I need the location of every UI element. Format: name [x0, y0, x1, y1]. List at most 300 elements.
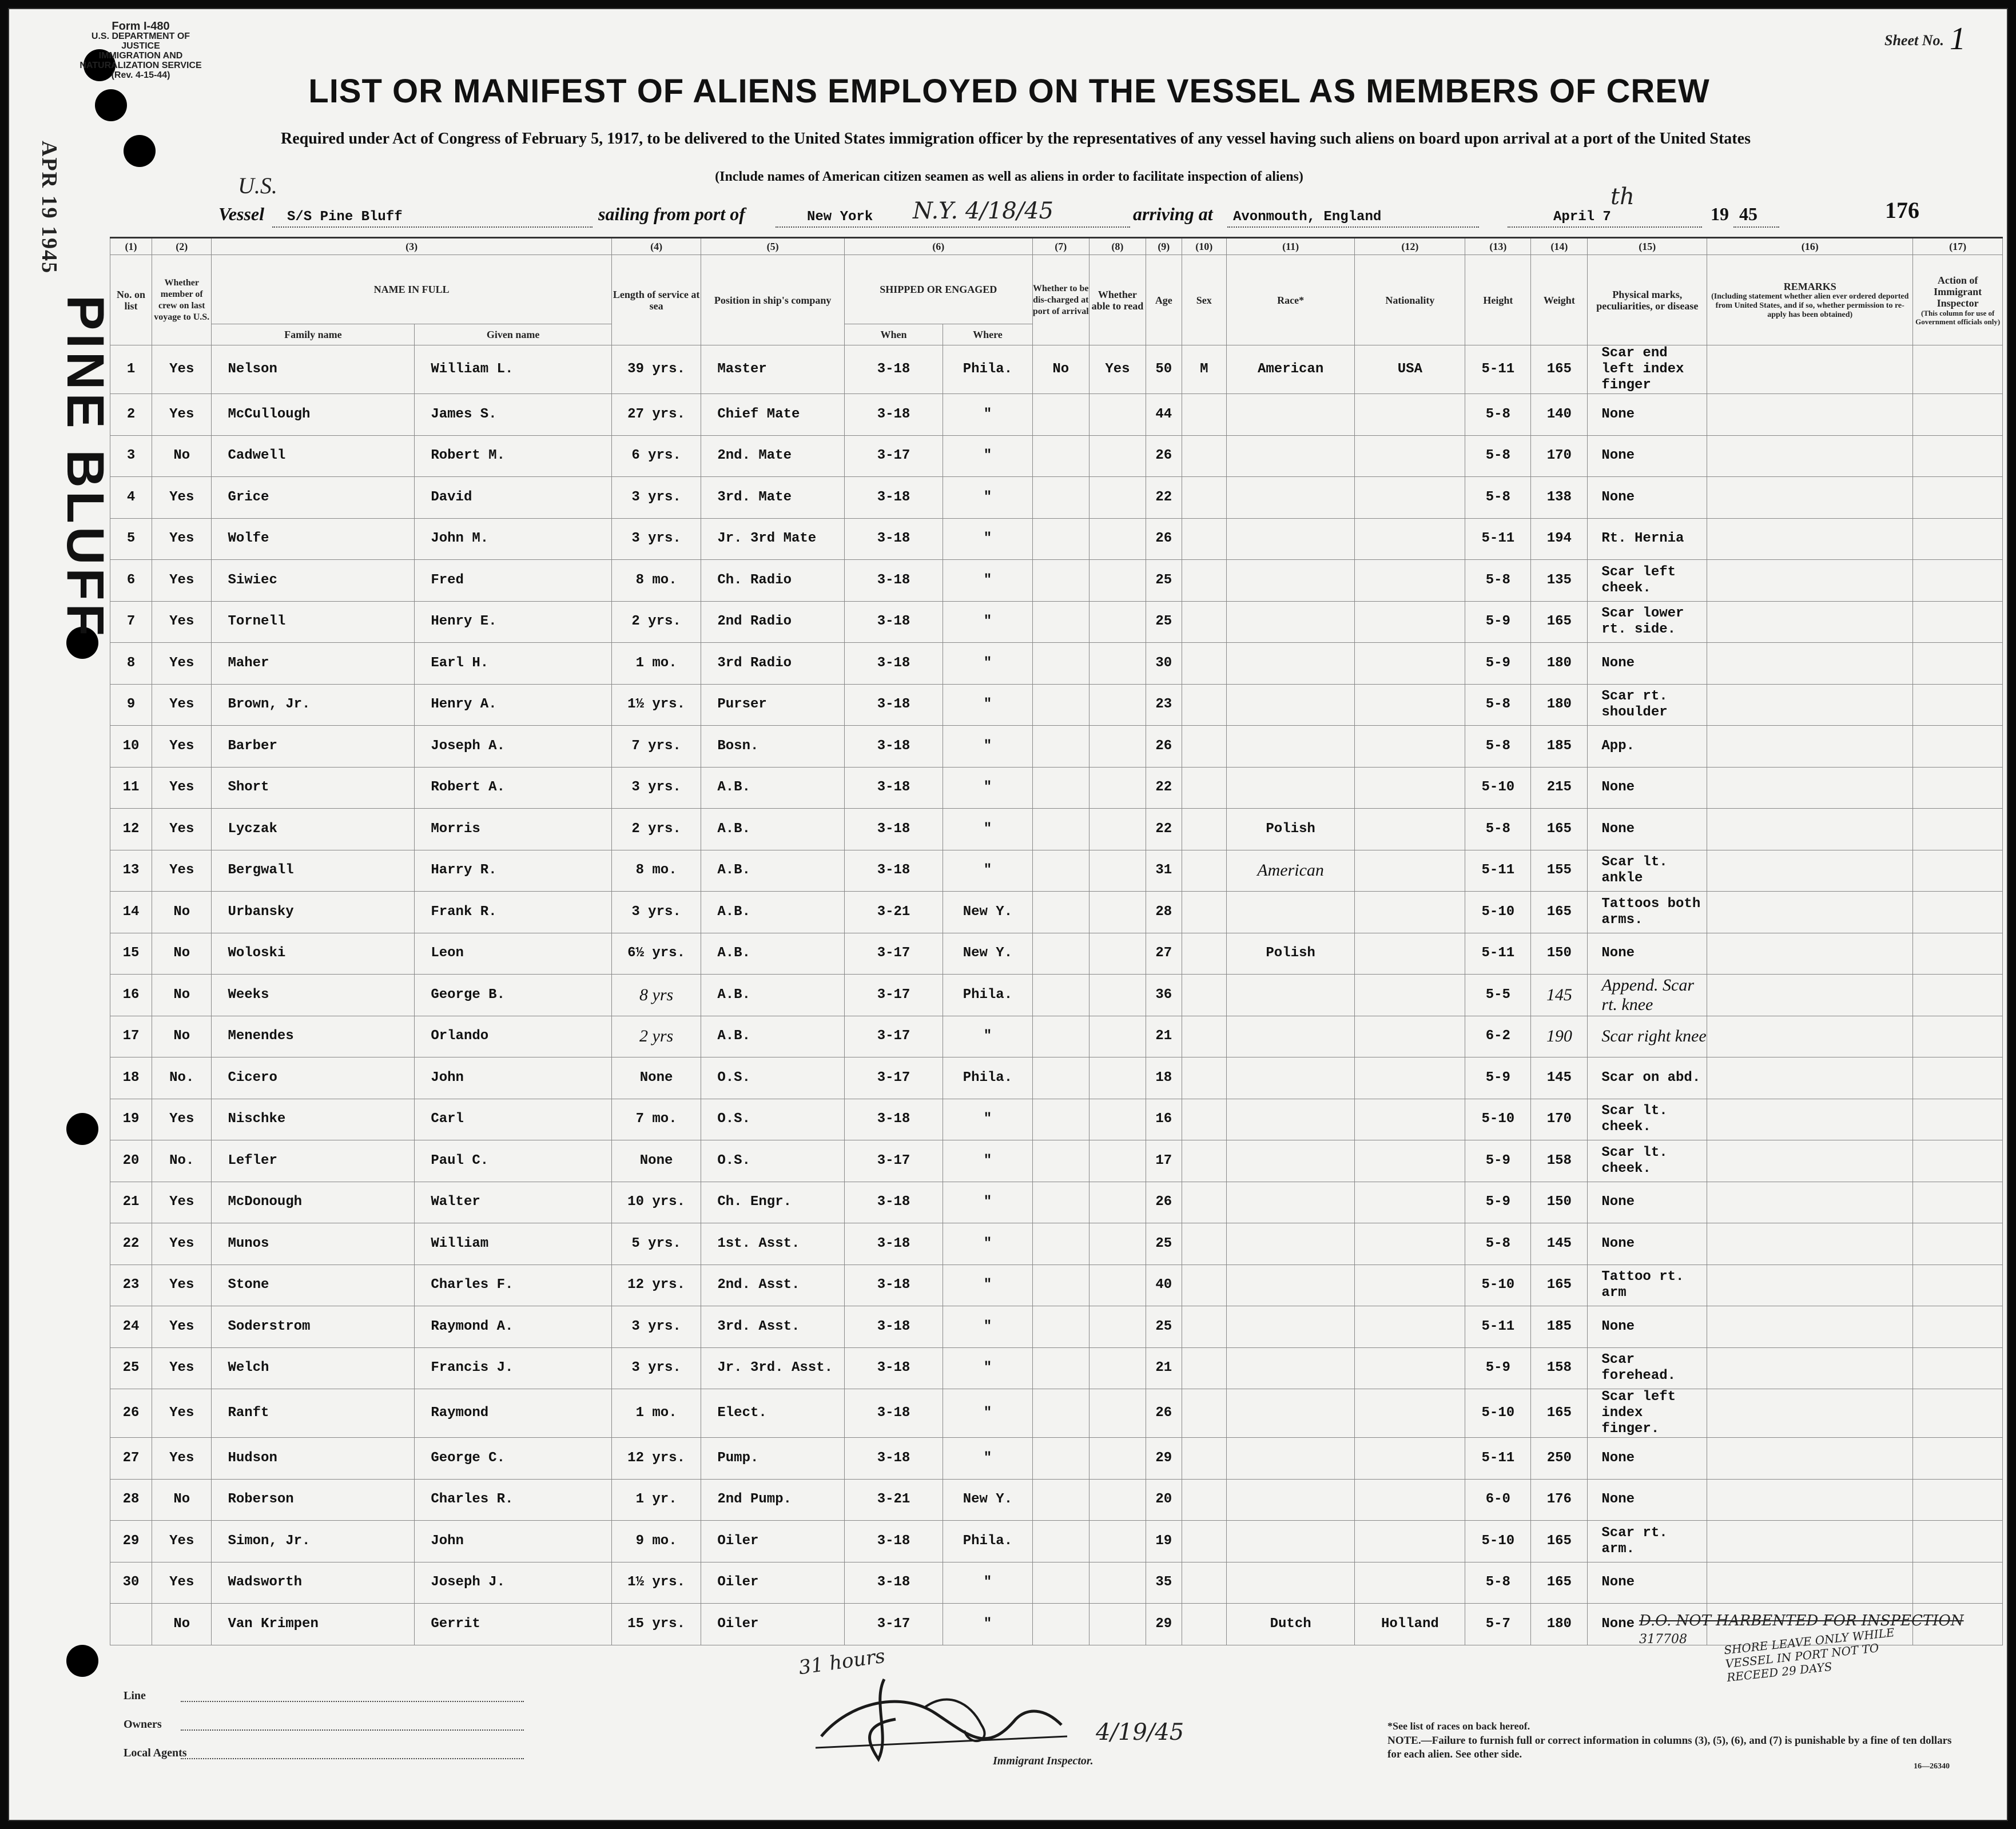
- family-name-cell: Stone: [212, 1265, 415, 1306]
- discharged-cell: [1032, 601, 1089, 643]
- nationality-cell: [1355, 1099, 1465, 1140]
- position-cell: Oiler: [701, 1604, 845, 1645]
- col-num: (12): [1355, 238, 1465, 255]
- last-voyage-cell: Yes: [152, 477, 212, 519]
- remarks-cell: [1707, 1389, 1913, 1438]
- height-cell: 5-8: [1465, 1223, 1531, 1265]
- discharged-cell: [1032, 435, 1089, 477]
- shipped-when-cell: 3-18: [844, 1182, 943, 1223]
- weight-cell: 145: [1531, 975, 1588, 1016]
- action-cell: [1913, 975, 2003, 1016]
- remarks-cell: [1707, 394, 1913, 436]
- family-name-cell: Lefler: [212, 1140, 415, 1182]
- age-cell: 17: [1146, 1140, 1182, 1182]
- race-cell: [1226, 726, 1354, 768]
- shipped-when-cell: 3-18: [844, 726, 943, 768]
- position-cell: Pump.: [701, 1438, 845, 1480]
- form-info: [72, 22, 209, 80]
- age-cell: 26: [1146, 518, 1182, 560]
- discharged-cell: [1032, 518, 1089, 560]
- discharged-cell: [1032, 560, 1089, 602]
- family-name-cell: Van Krimpen: [212, 1604, 415, 1645]
- discharged-cell: [1032, 1140, 1089, 1182]
- row-number: 3: [110, 435, 152, 477]
- shipped-where-cell: ": [943, 809, 1033, 850]
- able-read-cell: [1089, 1438, 1146, 1480]
- col-num: (1): [110, 238, 152, 255]
- header-action: [1913, 255, 2003, 345]
- race-cell: [1226, 394, 1354, 436]
- weight-cell: 180: [1531, 643, 1588, 685]
- row-number: 25: [110, 1347, 152, 1389]
- height-cell: 5-7: [1465, 1604, 1531, 1645]
- weight-cell: 165: [1531, 892, 1588, 933]
- column-header-row: [110, 255, 2003, 324]
- handwritten-mark: U.S.: [238, 173, 277, 198]
- discharged-cell: [1032, 643, 1089, 685]
- service-length-cell: 8 mo.: [611, 560, 701, 602]
- family-name-cell: Wolfe: [212, 518, 415, 560]
- position-cell: A.B.: [701, 975, 845, 1016]
- family-name-cell: Short: [212, 767, 415, 809]
- last-voyage-cell: No: [152, 933, 212, 975]
- shipped-when-cell: 3-17: [844, 1604, 943, 1645]
- nationality-cell: [1355, 684, 1465, 726]
- height-cell: 5-10: [1465, 1521, 1531, 1562]
- nationality-cell: [1355, 892, 1465, 933]
- remarks-cell: [1707, 1265, 1913, 1306]
- family-name-cell: Woloski: [212, 933, 415, 975]
- height-cell: 5-9: [1465, 643, 1531, 685]
- given-name-cell: Joseph A.: [415, 726, 611, 768]
- height-cell: 5-10: [1465, 1389, 1531, 1438]
- service-length-cell: 15 yrs.: [611, 1604, 701, 1645]
- remarks-cell: [1707, 1521, 1913, 1562]
- header-discharged: Whether to be dis-charged at port of arrival: [1032, 255, 1089, 345]
- shipped-where-cell: ": [943, 394, 1033, 436]
- family-name-cell: Siwiec: [212, 560, 415, 602]
- service-length-cell: 2 yrs.: [611, 601, 701, 643]
- race-cell: [1226, 477, 1354, 519]
- position-cell: A.B.: [701, 767, 845, 809]
- shipped-when-cell: 3-18: [844, 1265, 943, 1306]
- physical-marks-cell: Scar lt. ankle: [1588, 850, 1707, 892]
- nationality-cell: [1355, 1140, 1465, 1182]
- action-cell: [1913, 1347, 2003, 1389]
- given-name-cell: William: [415, 1223, 611, 1265]
- nationality-cell: [1355, 1057, 1465, 1099]
- service-length-cell: 3 yrs.: [611, 1347, 701, 1389]
- race-cell: [1226, 560, 1354, 602]
- given-name-cell: George B.: [415, 975, 611, 1016]
- shipped-when-cell: 3-18: [844, 1389, 943, 1438]
- sex-cell: [1182, 394, 1226, 436]
- port-value: New York: [807, 209, 873, 225]
- race-cell: Polish: [1226, 809, 1354, 850]
- physical-marks-cell: App.: [1588, 726, 1707, 768]
- manifest-sheet: [8, 8, 2008, 1821]
- row-number: 9: [110, 684, 152, 726]
- position-cell: Jr. 3rd. Asst.: [701, 1347, 845, 1389]
- race-cell: American: [1226, 345, 1354, 394]
- table-row: [110, 726, 2003, 768]
- crew-manifest-table: [110, 237, 2003, 1645]
- shipped-where-cell: ": [943, 518, 1033, 560]
- action-cell: [1913, 1265, 2003, 1306]
- discharged-cell: [1032, 394, 1089, 436]
- remarks-cell: [1707, 1438, 1913, 1480]
- race-cell: [1226, 1182, 1354, 1223]
- crew-rows: [110, 345, 2003, 1645]
- action-cell: [1913, 1099, 2003, 1140]
- row-number: 6: [110, 560, 152, 602]
- row-number: 24: [110, 1306, 152, 1348]
- nationality-cell: [1355, 560, 1465, 602]
- remarks-cell: [1707, 560, 1913, 602]
- row-number: 29: [110, 1521, 152, 1562]
- race-cell: [1226, 1479, 1354, 1521]
- given-name-cell: David: [415, 477, 611, 519]
- remarks-cell: [1707, 1057, 1913, 1099]
- physical-marks-cell: None: [1588, 809, 1707, 850]
- nationality-cell: [1355, 643, 1465, 685]
- family-name-cell: Ranft: [212, 1389, 415, 1438]
- header-physical-marks: Physical marks, peculiarities, or disease: [1588, 255, 1707, 345]
- family-name-cell: Simon, Jr.: [212, 1521, 415, 1562]
- sex-cell: [1182, 1604, 1226, 1645]
- height-cell: 6-2: [1465, 1016, 1531, 1057]
- discharged-cell: No: [1032, 345, 1089, 394]
- remarks-cell: [1707, 850, 1913, 892]
- sex-cell: [1182, 684, 1226, 726]
- given-name-cell: John M.: [415, 518, 611, 560]
- physical-marks-cell: Scar left cheek.: [1588, 560, 1707, 602]
- age-cell: 22: [1146, 767, 1182, 809]
- shipped-where-cell: ": [943, 1223, 1033, 1265]
- shipped-when-cell: 3-18: [844, 1521, 943, 1562]
- last-voyage-cell: Yes: [152, 767, 212, 809]
- family-name-cell: McDonough: [212, 1182, 415, 1223]
- physical-marks-cell: None: [1588, 1182, 1707, 1223]
- nationality-cell: [1355, 767, 1465, 809]
- physical-marks-cell: Scar on abd.: [1588, 1057, 1707, 1099]
- remarks-cell: [1707, 726, 1913, 768]
- family-name-cell: Cadwell: [212, 435, 415, 477]
- weight-cell: 158: [1531, 1347, 1588, 1389]
- table-row: [110, 601, 2003, 643]
- service-length-cell: 39 yrs.: [611, 345, 701, 394]
- remarks-cell: [1707, 767, 1913, 809]
- service-length-cell: 27 yrs.: [611, 394, 701, 436]
- weight-cell: 145: [1531, 1223, 1588, 1265]
- height-cell: 5-8: [1465, 809, 1531, 850]
- ship-name-stamp: PINE BLUFF: [56, 295, 114, 639]
- physical-marks-cell: Scar rt. shoulder: [1588, 684, 1707, 726]
- sex-cell: [1182, 601, 1226, 643]
- service-length-cell: 1½ yrs.: [611, 684, 701, 726]
- service-length-cell: 10 yrs.: [611, 1182, 701, 1223]
- last-voyage-cell: Yes: [152, 1347, 212, 1389]
- weight-cell: 194: [1531, 518, 1588, 560]
- family-name-cell: Grice: [212, 477, 415, 519]
- physical-marks-cell: Tattoos both arms.: [1588, 892, 1707, 933]
- remarks-cell: [1707, 933, 1913, 975]
- row-number: 11: [110, 767, 152, 809]
- weight-cell: 165: [1531, 1265, 1588, 1306]
- family-name-cell: Welch: [212, 1347, 415, 1389]
- header-height: Height: [1465, 255, 1531, 345]
- family-name-cell: McCullough: [212, 394, 415, 436]
- manifest-code: 176: [1885, 197, 1919, 223]
- able-read-cell: [1089, 684, 1146, 726]
- discharged-cell: [1032, 850, 1089, 892]
- service-length-cell: 3 yrs.: [611, 767, 701, 809]
- last-voyage-cell: Yes: [152, 726, 212, 768]
- service-length-cell: 12 yrs.: [611, 1438, 701, 1480]
- weight-cell: 176: [1531, 1479, 1588, 1521]
- service-length-cell: 12 yrs.: [611, 1265, 701, 1306]
- discharged-cell: [1032, 1479, 1089, 1521]
- given-name-cell: Henry E.: [415, 601, 611, 643]
- height-cell: 5-9: [1465, 1182, 1531, 1223]
- port-handwritten: N.Y. 4/18/45: [913, 198, 1054, 224]
- last-voyage-cell: Yes: [152, 1223, 212, 1265]
- nationality-cell: Holland: [1355, 1604, 1465, 1645]
- row-number: 27: [110, 1438, 152, 1480]
- weight-cell: 185: [1531, 1306, 1588, 1348]
- service-length-cell: 2 yrs: [611, 1016, 701, 1057]
- sex-cell: [1182, 1057, 1226, 1099]
- row-number: 18: [110, 1057, 152, 1099]
- nationality-cell: [1355, 809, 1465, 850]
- sex-cell: [1182, 1479, 1226, 1521]
- given-name-cell: Charles F.: [415, 1265, 611, 1306]
- sex-cell: [1182, 975, 1226, 1016]
- row-number: 13: [110, 850, 152, 892]
- note-label: NOTE.: [1387, 1735, 1421, 1747]
- position-cell: Purser: [701, 684, 845, 726]
- shipped-where-cell: ": [943, 726, 1033, 768]
- height-cell: 5-11: [1465, 518, 1531, 560]
- able-read-cell: [1089, 1389, 1146, 1438]
- races-note: *See list of races on back hereof.: [1387, 1720, 1530, 1732]
- remarks-cell: [1707, 435, 1913, 477]
- given-name-cell: Robert A.: [415, 767, 611, 809]
- nationality-cell: [1355, 394, 1465, 436]
- able-read-cell: [1089, 1223, 1146, 1265]
- footer-owners-label: Owners: [124, 1718, 162, 1731]
- row-number: 2: [110, 394, 152, 436]
- service-length-cell: 1½ yrs.: [611, 1562, 701, 1604]
- table-row: [110, 850, 2003, 892]
- action-cell: [1913, 1521, 2003, 1562]
- shipped-where-cell: ": [943, 1140, 1033, 1182]
- nationality-cell: USA: [1355, 345, 1465, 394]
- sex-cell: [1182, 1562, 1226, 1604]
- able-read-cell: [1089, 767, 1146, 809]
- col-num: (16): [1707, 238, 1913, 255]
- shipped-when-cell: 3-18: [844, 518, 943, 560]
- table-row: [110, 1562, 2003, 1604]
- last-voyage-cell: Yes: [152, 1562, 212, 1604]
- race-cell: [1226, 601, 1354, 643]
- shipped-when-cell: 3-17: [844, 975, 943, 1016]
- age-cell: 25: [1146, 1223, 1182, 1265]
- able-read-cell: [1089, 601, 1146, 643]
- age-cell: 25: [1146, 1306, 1182, 1348]
- sex-cell: [1182, 435, 1226, 477]
- able-read-cell: [1089, 1265, 1146, 1306]
- shipped-when-cell: 3-18: [844, 1099, 943, 1140]
- age-cell: 29: [1146, 1604, 1182, 1645]
- discharged-cell: [1032, 1223, 1089, 1265]
- given-name-cell: Leon: [415, 933, 611, 975]
- able-read-cell: [1089, 560, 1146, 602]
- action-cell: [1913, 477, 2003, 519]
- position-cell: 3rd Radio: [701, 643, 845, 685]
- service-length-cell: 8 mo.: [611, 850, 701, 892]
- race-cell: American: [1226, 850, 1354, 892]
- col-num: (8): [1089, 238, 1146, 255]
- height-cell: 5-8: [1465, 560, 1531, 602]
- row-number: 16: [110, 975, 152, 1016]
- sex-cell: [1182, 1306, 1226, 1348]
- last-voyage-cell: Yes: [152, 560, 212, 602]
- note-text: —Failure to furnish full or correct information in columns (3), (5), (6), and (7) is punishable by a fine of ten dollars for each alien. See other side.: [1387, 1735, 1952, 1760]
- able-read-cell: [1089, 1347, 1146, 1389]
- shipped-when-cell: 3-17: [844, 435, 943, 477]
- shipped-where-cell: Phila.: [943, 1057, 1033, 1099]
- weight-cell: 165: [1531, 601, 1588, 643]
- sex-cell: [1182, 560, 1226, 602]
- shipped-when-cell: 3-17: [844, 1016, 943, 1057]
- position-cell: Oiler: [701, 1521, 845, 1562]
- footer-agents-label: Local Agents: [124, 1747, 187, 1759]
- sex-cell: [1182, 1389, 1226, 1438]
- physical-marks-cell: None: [1588, 1306, 1707, 1348]
- position-cell: A.B.: [701, 933, 845, 975]
- physical-marks-cell: None: [1588, 1562, 1707, 1604]
- sex-cell: [1182, 518, 1226, 560]
- remarks-subtitle: (Including statement whether alien ever ordered deported from United States, and if so, whether permission to re-apply has been obtained): [1711, 292, 1909, 319]
- nationality-cell: [1355, 1016, 1465, 1057]
- height-cell: 5-11: [1465, 850, 1531, 892]
- position-cell: A.B.: [701, 892, 845, 933]
- action-cell: [1913, 726, 2003, 768]
- discharged-cell: [1032, 1562, 1089, 1604]
- position-cell: Master: [701, 345, 845, 394]
- race-cell: [1226, 435, 1354, 477]
- action-cell: [1913, 850, 2003, 892]
- race-cell: [1226, 1223, 1354, 1265]
- weight-cell: 158: [1531, 1140, 1588, 1182]
- date-handwritten: th: [1611, 184, 1635, 210]
- sex-cell: [1182, 1265, 1226, 1306]
- position-cell: 2nd Pump.: [701, 1479, 845, 1521]
- col-num: (9): [1146, 238, 1182, 255]
- col-num: (14): [1531, 238, 1588, 255]
- shipped-when-cell: 3-18: [844, 643, 943, 685]
- form-rev: (Rev. 4-15-44): [111, 70, 170, 80]
- height-cell: 5-10: [1465, 892, 1531, 933]
- position-cell: 3rd. Mate: [701, 477, 845, 519]
- height-cell: 5-8: [1465, 477, 1531, 519]
- sex-cell: M: [1182, 345, 1226, 394]
- physical-marks-cell: None: [1588, 394, 1707, 436]
- action-cell: [1913, 1438, 2003, 1480]
- age-cell: 21: [1146, 1016, 1182, 1057]
- shipped-when-cell: 3-17: [844, 933, 943, 975]
- action-cell: [1913, 1479, 2003, 1521]
- action-cell: [1913, 767, 2003, 809]
- able-read-cell: [1089, 1521, 1146, 1562]
- given-name-cell: Carl: [415, 1099, 611, 1140]
- age-cell: 26: [1146, 726, 1182, 768]
- physical-marks-cell: Scar right knee: [1588, 1016, 1707, 1057]
- height-cell: 5-10: [1465, 767, 1531, 809]
- position-cell: 2nd Radio: [701, 601, 845, 643]
- nationality-cell: [1355, 1265, 1465, 1306]
- weight-cell: 165: [1531, 1521, 1588, 1562]
- table-row: [110, 809, 2003, 850]
- race-cell: [1226, 1306, 1354, 1348]
- race-cell: [1226, 1389, 1354, 1438]
- row-number: 8: [110, 643, 152, 685]
- weight-cell: 135: [1531, 560, 1588, 602]
- weight-cell: 180: [1531, 684, 1588, 726]
- remarks-title: REMARKS: [1783, 280, 1836, 292]
- action-cell: [1913, 1182, 2003, 1223]
- table-row: [110, 1306, 2003, 1348]
- shipped-where-cell: ": [943, 1265, 1033, 1306]
- table-row: [110, 1521, 2003, 1562]
- weight-cell: 138: [1531, 477, 1588, 519]
- given-name-cell: Francis J.: [415, 1347, 611, 1389]
- remarks-cell: [1707, 975, 1913, 1016]
- nationality-cell: [1355, 1479, 1465, 1521]
- position-cell: O.S.: [701, 1140, 845, 1182]
- physical-marks-cell: None: [1588, 435, 1707, 477]
- physical-marks-cell: None: [1588, 1479, 1707, 1521]
- given-name-cell: Joseph J.: [415, 1562, 611, 1604]
- age-cell: 25: [1146, 560, 1182, 602]
- family-name-cell: Munos: [212, 1223, 415, 1265]
- header-no-on-list: No. on list: [110, 255, 152, 345]
- discharged-cell: [1032, 1604, 1089, 1645]
- able-read-cell: [1089, 1562, 1146, 1604]
- height-cell: 5-8: [1465, 1562, 1531, 1604]
- height-cell: 5-10: [1465, 1099, 1531, 1140]
- family-name-cell: Lyczak: [212, 809, 415, 850]
- nationality-cell: [1355, 477, 1465, 519]
- shipped-where-cell: ": [943, 1099, 1033, 1140]
- remarks-id: 317708: [1639, 1632, 1687, 1647]
- age-cell: 31: [1146, 850, 1182, 892]
- last-voyage-cell: Yes: [152, 809, 212, 850]
- shipped-where-cell: ": [943, 767, 1033, 809]
- remarks-cell: [1707, 601, 1913, 643]
- weight-cell: 190: [1531, 1016, 1588, 1057]
- shipped-where-cell: ": [943, 1182, 1033, 1223]
- age-cell: 26: [1146, 1182, 1182, 1223]
- discharged-cell: [1032, 726, 1089, 768]
- col-num: (17): [1913, 238, 2003, 255]
- age-cell: 28: [1146, 892, 1182, 933]
- nationality-cell: [1355, 1389, 1465, 1438]
- col-num: (5): [701, 238, 845, 255]
- service-length-cell: 6½ yrs.: [611, 933, 701, 975]
- inspector-label: Immigrant Inspector.: [993, 1755, 1094, 1767]
